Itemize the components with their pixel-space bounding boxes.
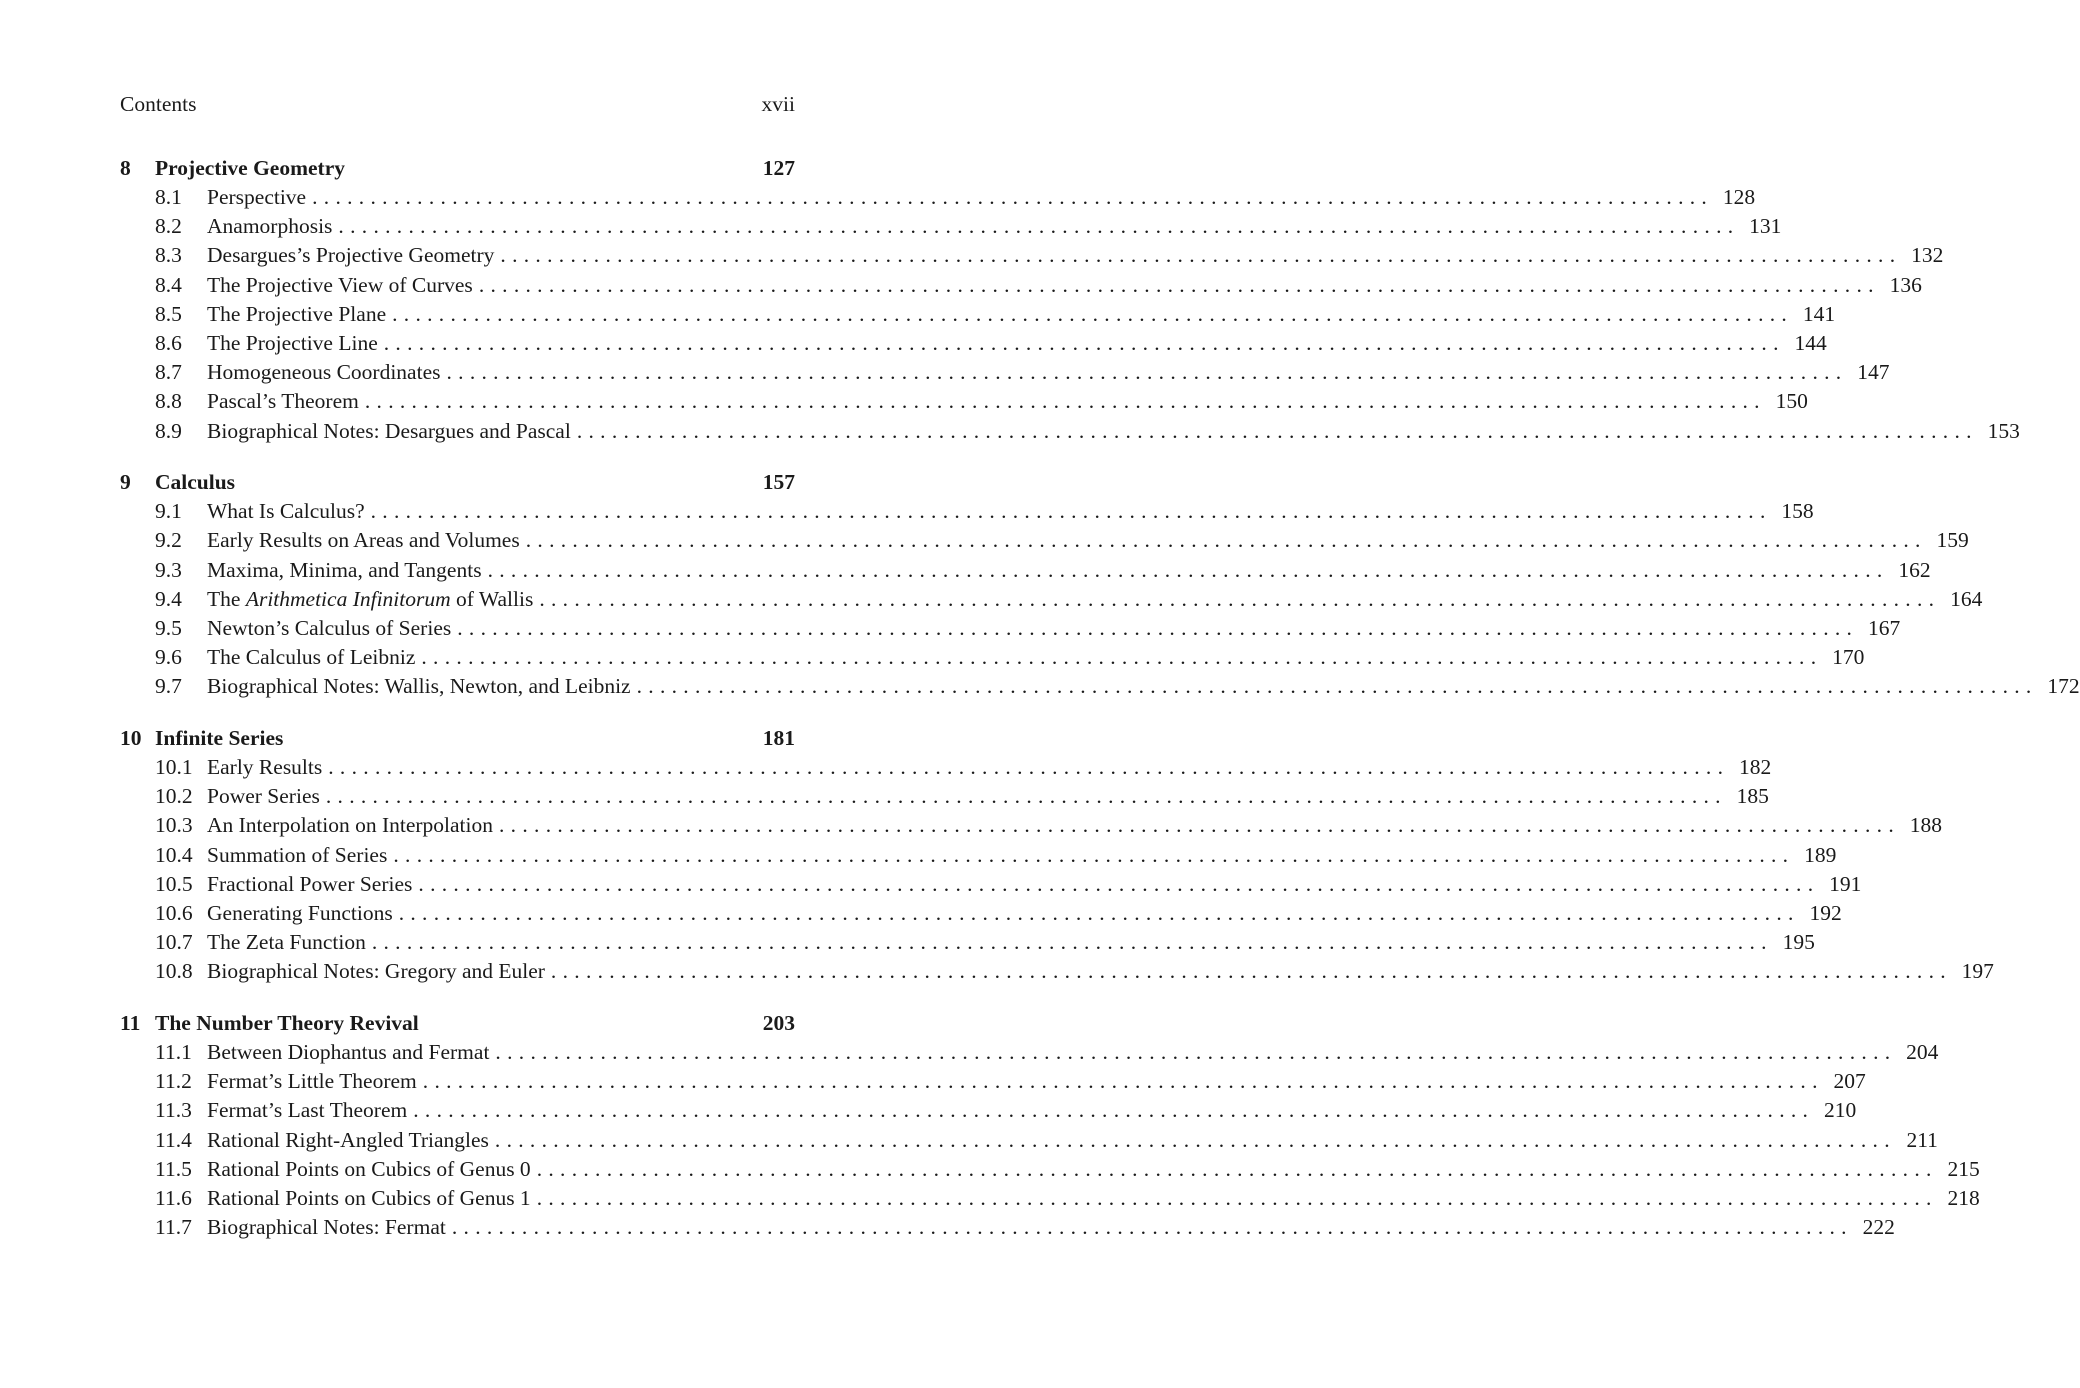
section-number: 9.4 [155, 586, 182, 611]
dot-leader: ........................................................................................................................ [325, 784, 1727, 809]
toc-entry [120, 899, 1842, 928]
chapter-heading [120, 468, 795, 497]
section-number: 8.7 [155, 360, 182, 385]
section-page: 131 [1749, 214, 1782, 239]
section-title: Fermat’s Little Theorem [207, 1069, 417, 1094]
section-number: 11.2 [155, 1069, 192, 1094]
toc-entry [120, 614, 1901, 643]
section-title: Desargues’s Projective Geometry [207, 243, 495, 268]
toc-entry [120, 183, 1756, 212]
section-title: Early Results [207, 755, 323, 779]
section-number: 8.5 [155, 301, 182, 326]
section-title: An Interpolation on Interpolation [207, 813, 493, 838]
section-title: The Projective Line [207, 330, 378, 355]
section-title: The Projective Plane [207, 301, 387, 326]
section-number: 11.6 [155, 1185, 192, 1210]
chapter-number: 9 [120, 470, 131, 495]
toc-entry [120, 417, 2020, 446]
section-number: 10.2 [155, 784, 193, 809]
section-title: The Zeta Function [207, 930, 366, 955]
chapter-title: Calculus [155, 470, 236, 495]
section-title: The Calculus of Leibniz [207, 645, 416, 670]
section-number: 8.3 [155, 243, 182, 268]
section-page: 189 [1804, 842, 1837, 867]
section-title-italic: Arithmetica Infinitorum [245, 586, 451, 611]
section-page: 147 [1857, 360, 1890, 385]
dot-leader: ........................................................................................................................ [383, 330, 1785, 355]
toc-entry [120, 841, 1837, 870]
section-title: Perspective [207, 185, 307, 209]
dot-leader: ........................................................................................................................ [398, 900, 1800, 925]
chapter-number: 8 [120, 156, 131, 180]
toc-entry [120, 300, 1836, 329]
section-page: 211 [1906, 1127, 1938, 1152]
section-page: 204 [1906, 1040, 1939, 1064]
dot-leader: ........................................................................................................................ [499, 813, 1900, 838]
running-head-title: Contents [120, 92, 197, 116]
dot-leader: ........................................................................................................................ [392, 301, 1794, 326]
section-title: Pascal’s Theorem [207, 389, 359, 414]
dot-leader: ........................................................................................................................ [478, 272, 1880, 297]
section-page: 132 [1911, 243, 1944, 268]
toc-entry [120, 585, 1983, 614]
dot-leader: ........................................................................................................................ [393, 842, 1795, 867]
section-number: 8.8 [155, 389, 182, 414]
dot-leader: ........................................................................................................................ [371, 930, 1773, 955]
section-number: 8.4 [155, 272, 182, 297]
dot-leader: ........................................................................................................................ [536, 1185, 1938, 1210]
section-page: 144 [1794, 330, 1827, 355]
dot-leader: ........................................................................................................................ [422, 1069, 1824, 1094]
dot-leader: ........................................................................................................................ [338, 214, 1740, 239]
toc-chapter [120, 1009, 1980, 1242]
toc-entry [120, 957, 1994, 986]
section-title: Maxima, Minima, and Tangents [207, 557, 482, 582]
section-number: 10.1 [155, 755, 193, 779]
section-title: Homogeneous Coordinates [207, 360, 441, 385]
section-page: 197 [1961, 959, 1994, 984]
section-page: 207 [1833, 1069, 1866, 1094]
dot-leader: ........................................................................................................................ [576, 418, 1978, 443]
section-number: 11.5 [155, 1156, 192, 1181]
section-page: 128 [1722, 185, 1756, 209]
section-number: 9.3 [155, 557, 182, 582]
section-number: 9.1 [155, 499, 182, 524]
section-number: 9.5 [155, 615, 182, 640]
section-number: 8.2 [155, 214, 182, 239]
section-number: 9.7 [155, 674, 182, 699]
dot-leader: ........................................................................................................................ [328, 755, 1730, 779]
chapter-title: Infinite Series [155, 726, 284, 750]
section-title: Between Diophantus and Fermat [207, 1040, 490, 1064]
section-title-part: of Wallis [450, 586, 534, 611]
section-title: Biographical Notes: Fermat [207, 1215, 446, 1240]
section-title: Biographical Notes: Desargues and Pascal [207, 418, 571, 443]
section-page: 136 [1889, 272, 1922, 297]
section-number: 10.8 [155, 959, 193, 984]
section-title: Rational Right-Angled Triangles [207, 1127, 489, 1152]
chapter-heading [120, 724, 795, 753]
section-title: Biographical Notes: Gregory and Euler [207, 959, 545, 984]
section-page: 218 [1947, 1185, 1980, 1210]
section-page: 162 [1898, 557, 1931, 582]
section-title: Biographical Notes: Wallis, Newton, and Leibniz [207, 674, 631, 699]
table-of-contents [120, 154, 2080, 1265]
section-page: 192 [1809, 900, 1842, 925]
dot-leader: ........................................................................................................................ [312, 185, 1714, 209]
dot-leader: ........................................................................................................................ [495, 1040, 1897, 1064]
toc-entry [120, 782, 1769, 811]
section-number: 9.2 [155, 528, 182, 553]
dot-leader: ........................................................................................................................ [536, 1156, 1938, 1181]
dot-leader: ........................................................................................................................ [421, 645, 1823, 670]
toc-entry [120, 387, 1808, 416]
section-page: 185 [1736, 784, 1769, 809]
section-number: 10.3 [155, 813, 193, 838]
section-page: 191 [1829, 871, 1862, 896]
toc-entry [120, 1126, 1938, 1155]
toc-entry [120, 1213, 1895, 1242]
section-title: Fermat’s Last Theorem [207, 1098, 408, 1123]
chapter-number: 10 [120, 726, 142, 750]
dot-leader: ........................................................................................................................ [500, 243, 1902, 268]
toc-chapter [120, 468, 2080, 701]
toc-entry [120, 241, 1944, 270]
dot-leader: ........................................................................................................................ [494, 1127, 1896, 1152]
section-page: 158 [1781, 499, 1814, 524]
chapter-heading [120, 1009, 795, 1038]
section-page: 188 [1909, 813, 1942, 838]
section-page: 210 [1823, 1098, 1857, 1123]
section-title: Summation of Series [207, 842, 388, 867]
section-title-part: The [207, 586, 246, 611]
toc-entry [120, 1184, 1980, 1213]
toc-chapter [120, 724, 1994, 987]
section-number: 8.9 [155, 418, 182, 443]
dot-leader: ........................................................................................................................ [418, 871, 1820, 896]
toc-entry [120, 643, 1865, 672]
dot-leader: ........................................................................................................................ [636, 674, 2038, 699]
section-title: Rational Points on Cubics of Genus 0 [207, 1156, 531, 1181]
dot-leader: ........................................................................................................................ [487, 557, 1889, 582]
section-title: Power Series [207, 784, 320, 809]
chapter-page: 157 [762, 470, 795, 495]
chapter-number: 11 [120, 1011, 141, 1035]
section-number: 8.1 [155, 185, 182, 209]
toc-entry [120, 928, 1815, 957]
section-page: 172 [2047, 674, 2080, 699]
chapter-page: 203 [762, 1011, 795, 1035]
section-title: Fractional Power Series [207, 871, 413, 896]
dot-leader: ........................................................................................................................ [550, 959, 1952, 984]
dot-leader: ........................................................................................................................ [413, 1098, 1815, 1123]
section-number: 10.5 [155, 871, 193, 896]
dot-leader: ........................................................................................................................ [539, 586, 1941, 611]
chapter-title: The Number Theory Revival [155, 1011, 419, 1035]
running-head [120, 91, 795, 117]
section-page: 222 [1862, 1215, 1895, 1240]
dot-leader: ........................................................................................................................ [451, 1215, 1853, 1240]
section-title: The Projective View of Curves [207, 272, 473, 297]
dot-leader: ........................................................................................................................ [364, 389, 1766, 414]
toc-entry [120, 212, 1782, 241]
section-title: Generating Functions [207, 900, 393, 925]
toc-entry [120, 1155, 1980, 1184]
section-number: 10.6 [155, 900, 193, 925]
section-page: 164 [1950, 586, 1983, 611]
section-number: 11.1 [155, 1040, 192, 1064]
section-number: 10.4 [155, 842, 193, 867]
section-page: 159 [1936, 528, 1969, 553]
dot-leader: ........................................................................................................................ [370, 499, 1772, 524]
section-number: 8.6 [155, 330, 182, 355]
toc-entry [120, 1096, 1857, 1125]
toc-entry [120, 1038, 1939, 1067]
section-number: 11.4 [155, 1127, 192, 1152]
section-page: 215 [1947, 1156, 1980, 1181]
section-number: 11.7 [155, 1215, 192, 1240]
section-title: What Is Calculus? [207, 499, 365, 524]
chapter-page: 127 [762, 156, 795, 180]
toc-entry [120, 329, 1827, 358]
toc-chapter [120, 154, 2020, 446]
toc-entry [120, 526, 1969, 555]
toc-entry [120, 556, 1931, 585]
section-title: Rational Points on Cubics of Genus 1 [207, 1185, 531, 1210]
section-number: 11.3 [155, 1098, 192, 1123]
chapter-title: Projective Geometry [155, 156, 346, 180]
toc-entry [120, 870, 1862, 899]
section-title [207, 585, 539, 614]
toc-entry [120, 672, 2080, 701]
section-title: Newton’s Calculus of Series [207, 615, 452, 640]
toc-entry [120, 271, 1922, 300]
dot-leader: ........................................................................................................................ [525, 528, 1927, 553]
section-page: 150 [1775, 389, 1808, 414]
section-page: 170 [1832, 645, 1865, 670]
section-number: 9.6 [155, 645, 182, 670]
toc-entry [120, 497, 1814, 526]
section-title: Anamorphosis [207, 214, 333, 239]
toc-entry [120, 358, 1890, 387]
section-title: Early Results on Areas and Volumes [207, 528, 520, 553]
section-page: 141 [1802, 301, 1836, 326]
section-page: 167 [1867, 615, 1901, 640]
section-page: 195 [1782, 930, 1815, 955]
dot-leader: ........................................................................................................................ [446, 360, 1848, 385]
toc-entry [120, 753, 1772, 782]
toc-entry [120, 811, 1942, 840]
section-page: 153 [1987, 418, 2020, 443]
dot-leader: ........................................................................................................................ [457, 615, 1859, 640]
toc-entry [120, 1067, 1866, 1096]
chapter-page: 181 [762, 726, 795, 750]
section-number: 10.7 [155, 930, 193, 955]
section-page: 182 [1739, 755, 1772, 779]
chapter-heading [120, 154, 795, 183]
page-number: xvii [761, 92, 795, 116]
